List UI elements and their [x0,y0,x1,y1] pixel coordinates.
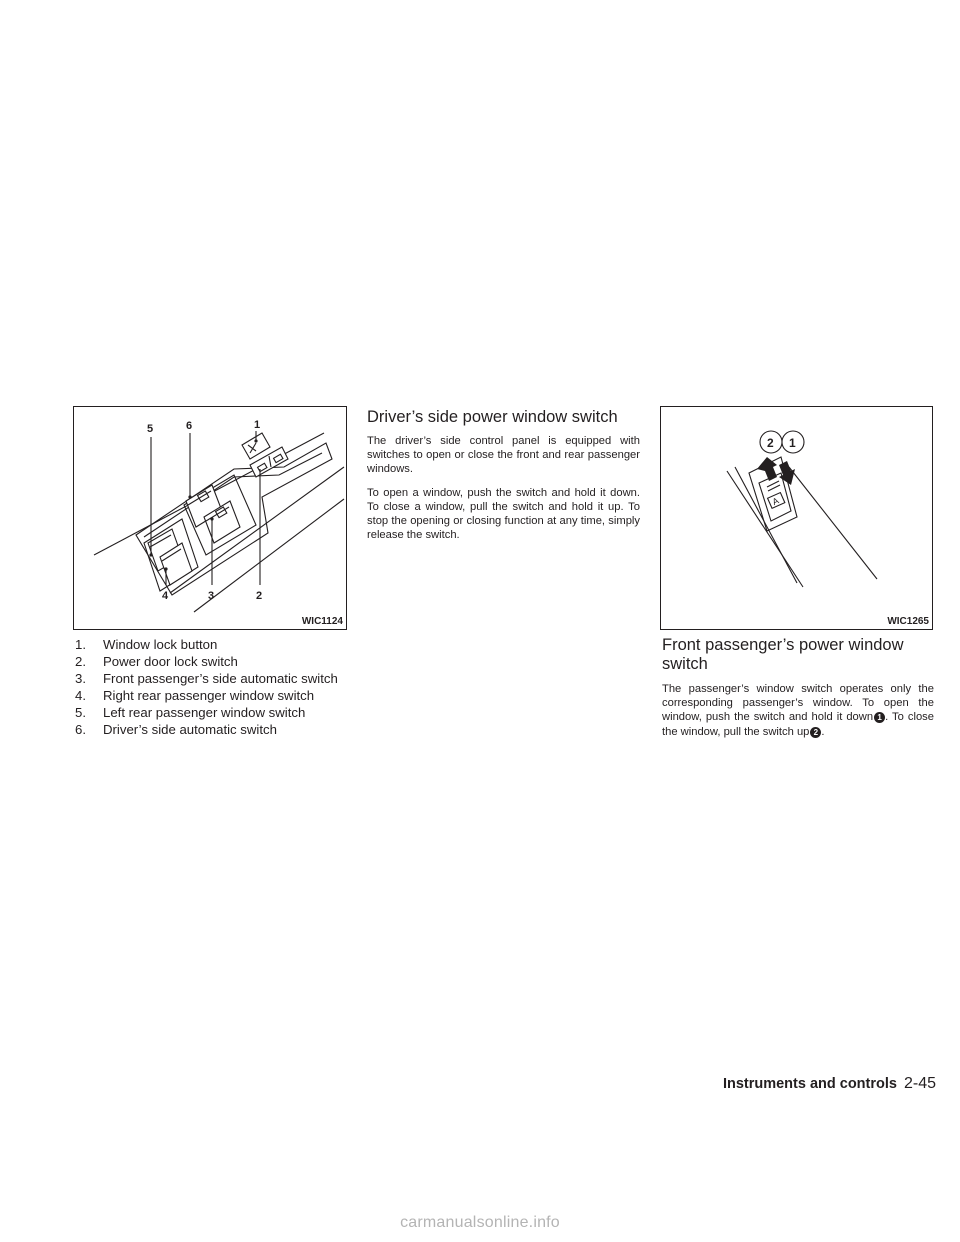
legend-item: 4. Right rear passenger window switch [75,688,315,703]
switch-auto-letter: A [770,495,781,508]
legend-item: 5. Left rear passenger window switch [75,705,306,720]
switch-panel-illustration [74,407,346,629]
paragraph: To open a window, push the switch and hold it down. To close a window, pull the switch and hold it up. To stop the opening or closing function at any time, simply release the switch. [367,486,640,542]
legend-item: 1. Window lock button [75,637,218,652]
figure-legend [75,636,355,738]
passenger-section-body [662,682,934,748]
callout-ref-1: 1 [874,712,885,723]
callout-2: 2 [256,590,263,602]
passenger-switch-illustration [661,407,932,629]
callout-6: 6 [186,420,193,432]
figure-code: WIC1124 [301,616,343,627]
callout-1: 1 [789,436,796,450]
legend-item: 6. Driver’s side automatic switch [75,722,277,737]
section-heading-driver: Driver’s side power window switch [367,408,618,426]
callout-1: 1 [254,419,261,431]
callout-ref-2: 2 [810,727,821,738]
callout-3: 3 [208,590,215,602]
page-number: 2-45 [903,1075,936,1092]
paragraph: The passenger’s window switch operates only the corresponding passenger’s window. To open the window, push the switch and hold it down 1 . To close the window, pull the switch up 2 . [662,683,934,738]
legend-item: 2. Power door lock switch [75,654,238,669]
callout-5: 5 [147,423,154,435]
section-heading-passenger: Front passenger’s power window switch [662,636,904,673]
figure-passenger-switch [660,406,933,630]
driver-section-body [367,434,640,551]
section-title: Instruments and controls [722,1076,897,1092]
watermark: carmanualsonline.info [400,1214,560,1231]
paragraph: The driver’s side control panel is equipped with switches to open or close the front and rear passenger windows. [367,435,640,476]
figure-driver-switch-panel [73,406,347,630]
callout-2: 2 [767,436,774,450]
callout-4: 4 [162,590,169,602]
legend-item: 3. Front passenger’s side automatic switch [75,671,338,686]
figure-code: WIC1265 [887,616,929,627]
page-footer [723,1075,936,1093]
